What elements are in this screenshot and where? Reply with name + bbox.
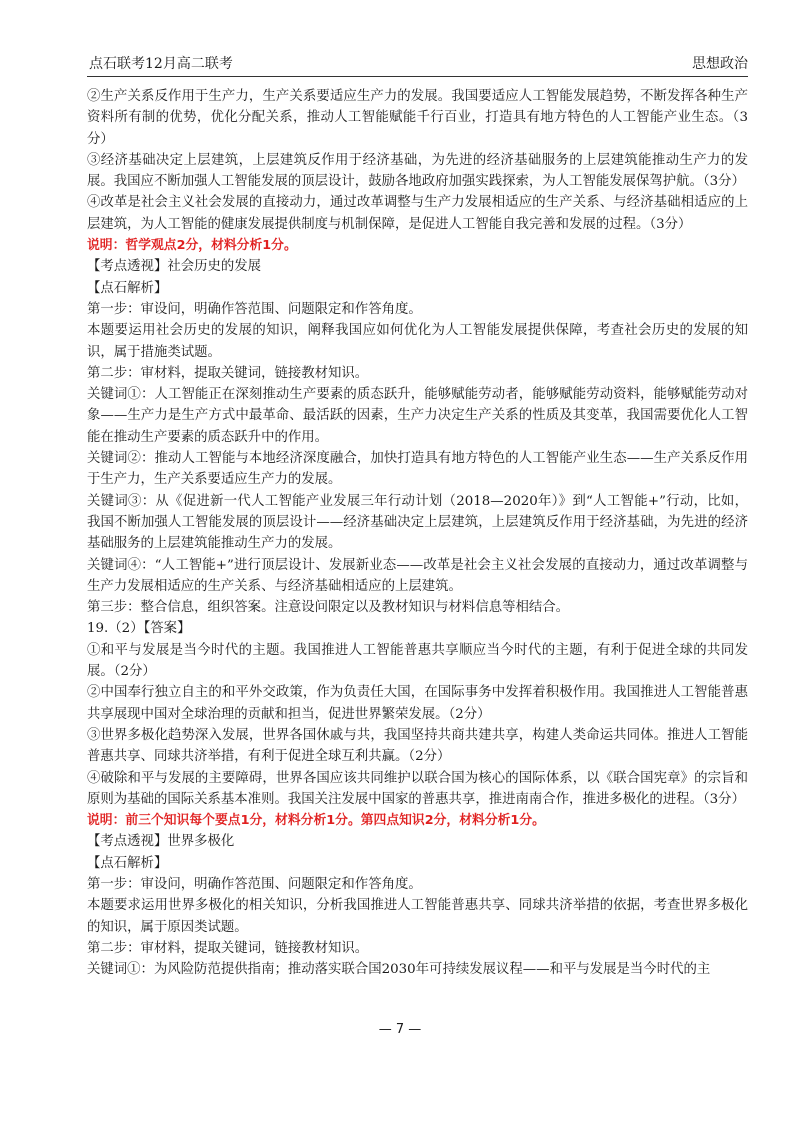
paragraph: ②中国奉行独立自主的和平外交政策，作为负责任大国，在国际事务中发挥着积极作用。我国推进人工智能普惠共享展现中国对全球治理的贡献和担当，促进世界繁荣发展。（2分） xyxy=(87,685,748,722)
paragraph: 本题要求运用世界多极化的相关知识，分析我国推进人工智能普惠共享、同球共济举措的依据，考查世界多极化的知识，属于原因类试题。 xyxy=(87,898,748,935)
paragraph: 关键词④：“人工智能+”进行顶层设计、发展新业态——改革是社会主义社会发展的直接动力，通过改革调整与生产力发展相适应的生产关系、与经济基础相适应的上层建筑。 xyxy=(87,557,748,594)
paragraph: ③世界多极化趋势深入发展，世界各国休戚与共，我国坚持共商共建共享，构建人类命运共同体。推进人工智能普惠共享、同球共济举措，有利于促进全球互利共赢。（2分） xyxy=(87,727,748,765)
paragraph: 第一步：审设问，明确作答范围、问题限定和作答角度。 xyxy=(87,876,422,892)
paragraph: 第三步：整合信息，组织答案。注意设问限定以及教材知识与材料信息等相结合。 xyxy=(87,600,570,616)
paragraph: 第二步：审材料，提取关键词，链接教材知识。 xyxy=(87,940,369,956)
paragraph: 本题要运用社会历史的发展的知识，阐释我国应如何优化为人工智能发展提供保障，考查社会历史的发展的知识，属于措施类试题。 xyxy=(87,323,748,360)
paragraph: 关键词①：为风险防范提供指南；推动落实联合国2030年可持续发展议程——和平与发展是当今时代的主 xyxy=(87,962,711,978)
paragraph: 【点石解析】 xyxy=(87,280,168,296)
document-body xyxy=(87,86,748,980)
paragraph: 关键词③：从《促进新一代人工智能产业发展三年行动计划（2018—2020年）》到“人工智能+”行动，比如，我国不断加强人工智能发展的顶层设计——经济基础决定上层建筑，上层建筑反作用于经济基础，为先进的经济基础服务的上层建筑能推动生产力的发展。 xyxy=(87,493,748,552)
page-header xyxy=(87,54,748,77)
scoring-note: 说明：哲学观点2分，材料分析1分。 xyxy=(87,238,297,254)
scoring-note: 说明：前三个知识每个要点1分，材料分析1分。第四点知识2分，材料分析1分。 xyxy=(87,813,545,829)
paragraph: 第二步：审材料，提取关键词，链接教材知识。 xyxy=(87,365,369,381)
paragraph: ④改革是社会主义社会发展的直接动力，通过改革调整与生产力发展相适应的生产关系、与经济基础相适应的上层建筑，为人工智能的健康发展提供制度与机制保障，是促进人工智能自我完善和发展的过程。（3分） xyxy=(87,195,748,232)
paragraph: ③经济基础决定上层建筑，上层建筑反作用于经济基础，为先进的经济基础服务的上层建筑能推动生产力的发展。我国应不断加强人工智能发展的顶层设计，鼓励各地政府加强实践探索，为人工智能发展保驾护航。（3分） xyxy=(87,152,748,190)
paragraph: 【点石解析】 xyxy=(87,855,168,871)
paragraph: 关键词①：人工智能正在深刻推动生产要素的质态跃升，能够赋能劳动者，能够赋能劳动资料，能够赋能劳动对象——生产力是生产方式中最革命、最活跃的因素，生产力决定生产关系的性质及其变革，我国需要优化人工智能在推动生产要素的质态跃升中的作用。 xyxy=(87,387,748,445)
paragraph: 关键词②：推动人工智能与本地经济深度融合，加快打造具有地方特色的人工智能产业生态——生产关系反作用于生产力，生产关系要适应生产力的发展。 xyxy=(87,451,748,488)
paragraph: 【考点透视】世界多极化 xyxy=(87,834,235,850)
paragraph: 19.（2）【答案】 xyxy=(87,621,191,637)
paragraph: ④破除和平与发展的主要障碍，世界各国应该共同维护以联合国为核心的国际体系，以《联合国宪章》的宗旨和原则为基础的国际关系基本准则。我国关注发展中国家的普惠共享，推进南南合作，推进多极化的进程。（3分） xyxy=(87,770,748,807)
paragraph: 第一步：审设问，明确作答范围、问题限定和作答角度。 xyxy=(87,301,422,317)
paragraph: ①和平与发展是当今时代的主题。我国推进人工智能普惠共享顺应当今时代的主题，有利于促进全球的共同发展。（2分） xyxy=(87,642,748,680)
paragraph: ②生产关系反作用于生产力，生产关系要适应生产力的发展。我国要适应人工智能发展趋势，不断发挥各种生产资料所有制的优势，优化分配关系，推动人工智能赋能千行百业，打造具有地方特色的人工智能产业生态。（3分） xyxy=(87,89,748,147)
exam-title: 点石联考12月高二联考 xyxy=(89,56,233,72)
paragraph: 【考点透视】社会历史的发展 xyxy=(87,259,262,275)
subject-title: 思想政治 xyxy=(692,56,748,72)
page-number: — 7 — xyxy=(378,1022,422,1037)
